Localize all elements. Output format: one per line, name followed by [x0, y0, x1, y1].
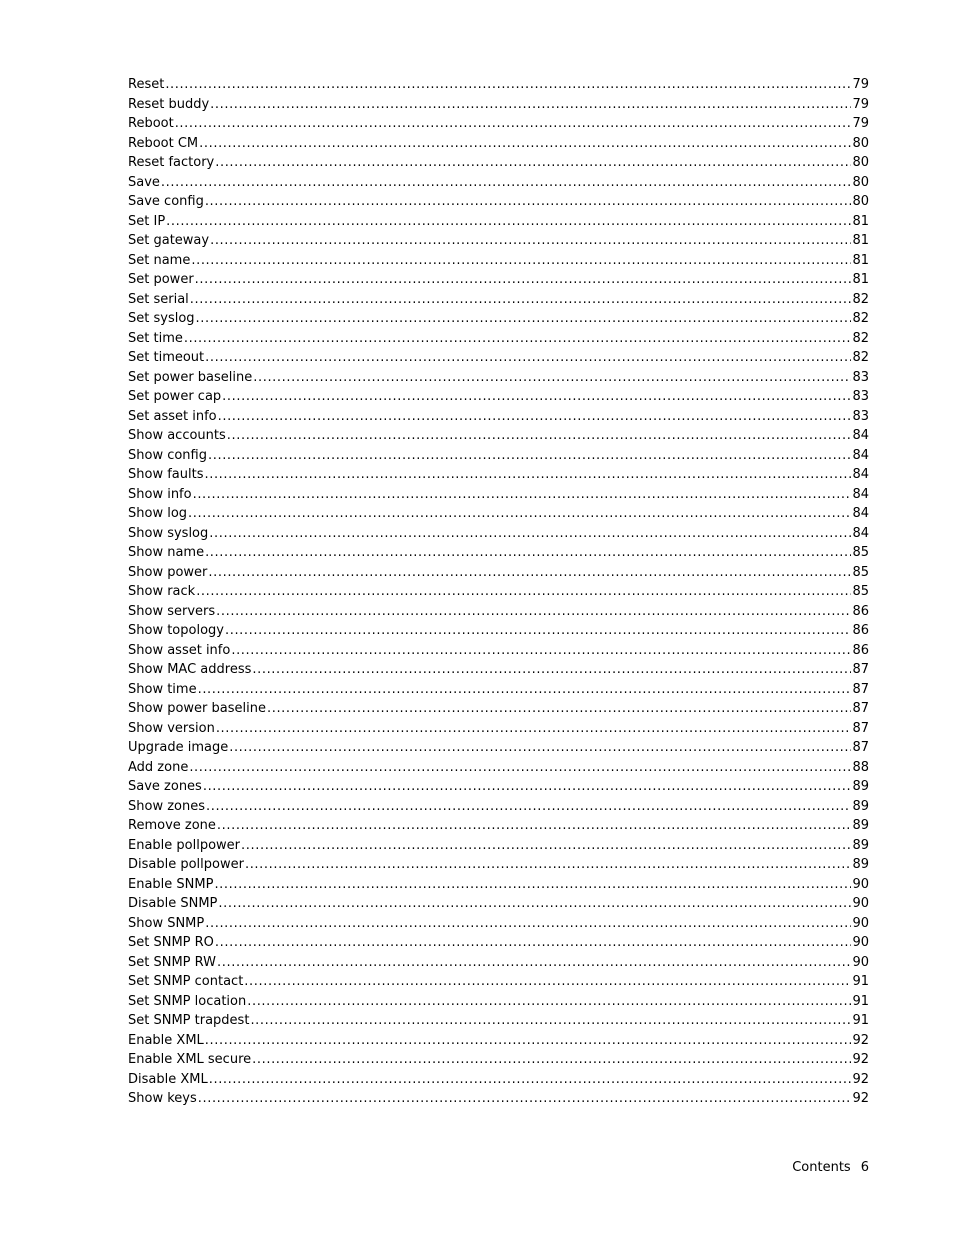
toc-entry-title: Save	[128, 174, 160, 190]
toc-entry-page: 89	[852, 798, 869, 814]
toc-entry[interactable]	[128, 1089, 869, 1109]
toc-entry-page: 80	[852, 155, 869, 170]
toc-entry-page: 81	[852, 213, 869, 229]
toc-dot-leader	[218, 407, 852, 427]
toc-dot-leader	[175, 114, 852, 134]
toc-entry-title: Enable XML secure	[128, 1052, 252, 1067]
toc-dot-leader	[184, 329, 852, 349]
toc-entry-title: Set name	[128, 252, 191, 268]
toc-entry-title: Set timeout	[128, 350, 205, 365]
toc-entry-page: 84	[852, 428, 869, 443]
toc-entry-page: 91	[852, 974, 869, 989]
footer-page-number: 6	[860, 1160, 869, 1175]
toc-entry-title: Show name	[128, 545, 205, 560]
toc-entry[interactable]	[128, 270, 869, 290]
toc-entry-title: Enable SNMP	[128, 876, 214, 892]
toc-entry-page: 80	[852, 194, 869, 209]
toc-entry-title: Reboot CM	[128, 135, 199, 151]
toc-entry-title: Set syslog	[128, 311, 195, 326]
toc-dot-leader	[205, 914, 851, 934]
toc-dot-leader	[208, 563, 851, 583]
toc-entry-title: Show faults	[128, 467, 204, 482]
toc-dot-leader	[210, 231, 851, 251]
toc-dot-leader	[215, 153, 851, 173]
toc-entry-page: 83	[852, 389, 869, 404]
toc-dot-leader	[203, 777, 852, 797]
toc-entry[interactable]	[128, 1070, 869, 1090]
toc-dot-leader	[189, 758, 851, 778]
toc-entry-page: 92	[852, 1032, 869, 1048]
toc-entry-page: 90	[852, 896, 869, 911]
toc-dot-leader	[195, 270, 852, 290]
toc-dot-leader	[205, 348, 851, 368]
toc-entry-title: Set SNMP RO	[128, 935, 214, 950]
toc-entry-page: 84	[852, 525, 869, 541]
toc-entry-page: 83	[852, 408, 869, 424]
toc-dot-leader	[198, 680, 852, 700]
toc-dot-leader	[196, 582, 851, 602]
toc-entry[interactable]	[128, 816, 869, 836]
toc-entry-title: Show power	[128, 564, 208, 580]
toc-entry[interactable]	[128, 465, 869, 485]
toc-dot-leader	[214, 875, 851, 895]
toc-entry[interactable]	[128, 348, 869, 368]
toc-entry-title: Set power baseline	[128, 369, 253, 385]
toc-entry-page: 89	[852, 857, 869, 872]
toc-entry-title: Set SNMP contact	[128, 974, 244, 989]
toc-entry[interactable]	[128, 1050, 869, 1070]
toc-entry[interactable]	[128, 134, 869, 154]
toc-entry-page: 79	[852, 77, 869, 92]
toc-dot-leader	[250, 1011, 851, 1031]
toc-dot-leader	[216, 602, 851, 622]
toc-entry-title: Reset	[128, 77, 165, 92]
toc-entry-title: Show MAC address	[128, 662, 252, 677]
toc-entry[interactable]	[128, 387, 869, 407]
toc-entry-page: 85	[852, 584, 869, 599]
toc-entry[interactable]	[128, 485, 869, 505]
toc-entry-page: 87	[852, 681, 869, 697]
toc-entry-title: Show accounts	[128, 428, 226, 443]
toc-entry[interactable]	[128, 368, 869, 388]
toc-entry[interactable]	[128, 95, 869, 115]
toc-entry[interactable]	[128, 738, 869, 758]
toc-entry[interactable]	[128, 563, 869, 583]
toc-entry[interactable]	[128, 797, 869, 817]
toc-entry-title: Enable pollpower	[128, 837, 241, 853]
toc-entry-page: 92	[852, 1071, 869, 1087]
toc-entry-title: Show config	[128, 447, 207, 463]
toc-entry-title: Add zone	[128, 759, 189, 775]
toc-entry-page: 86	[852, 642, 869, 658]
toc-dot-leader	[205, 1031, 852, 1051]
toc-entry-page: 81	[852, 272, 869, 287]
toc-entry[interactable]	[128, 290, 869, 310]
toc-entry-title: Show version	[128, 720, 215, 736]
toc-entry-page: 82	[852, 311, 869, 326]
toc-entry-page: 84	[852, 447, 869, 463]
toc-entry[interactable]	[128, 1011, 869, 1031]
toc-entry-title: Set IP	[128, 213, 166, 229]
toc-dot-leader	[190, 290, 852, 310]
toc-entry[interactable]	[128, 212, 869, 232]
toc-entry-page: 84	[852, 486, 869, 502]
toc-entry[interactable]	[128, 231, 869, 251]
toc-entry-page: 82	[852, 350, 869, 365]
toc-dot-leader	[165, 75, 851, 95]
toc-entry-title: Enable XML	[128, 1032, 204, 1048]
table-of-contents	[128, 75, 869, 1109]
toc-entry[interactable]	[128, 582, 869, 602]
toc-entry[interactable]	[128, 192, 869, 212]
toc-dot-leader	[241, 836, 851, 856]
toc-dot-leader	[210, 95, 851, 115]
toc-entry-title: Set SNMP trapdest	[128, 1013, 250, 1028]
toc-dot-leader	[252, 1050, 851, 1070]
toc-entry-title: Show servers	[128, 603, 216, 619]
toc-entry[interactable]	[128, 855, 869, 875]
toc-entry[interactable]	[128, 446, 869, 466]
toc-dot-leader	[267, 699, 851, 719]
toc-entry-page: 86	[852, 603, 869, 619]
toc-entry-page: 85	[852, 545, 869, 560]
toc-entry-title: Reset buddy	[128, 96, 210, 112]
toc-entry[interactable]	[128, 1031, 869, 1051]
toc-entry[interactable]	[128, 602, 869, 622]
toc-dot-leader	[193, 485, 852, 505]
toc-entry-title: Save config	[128, 194, 204, 209]
toc-entry-title: Disable pollpower	[128, 857, 244, 872]
toc-dot-leader	[206, 797, 851, 817]
toc-entry[interactable]	[128, 309, 869, 329]
toc-entry[interactable]	[128, 329, 869, 349]
toc-dot-leader	[217, 953, 851, 973]
toc-entry[interactable]	[128, 953, 869, 973]
toc-dot-leader	[205, 192, 852, 212]
toc-entry[interactable]	[128, 426, 869, 446]
toc-dot-leader	[166, 212, 851, 232]
toc-entry-page: 87	[852, 662, 869, 677]
toc-entry-title: Show time	[128, 681, 197, 697]
footer-section-label: Contents	[792, 1160, 851, 1175]
toc-entry[interactable]	[128, 543, 869, 563]
toc-dot-leader	[199, 134, 851, 154]
toc-entry-title: Set power	[128, 272, 194, 287]
toc-dot-leader	[191, 251, 851, 271]
toc-dot-leader	[209, 1070, 852, 1090]
toc-dot-leader	[247, 992, 851, 1012]
toc-entry-title: Set serial	[128, 291, 189, 307]
toc-entry[interactable]	[128, 641, 869, 661]
toc-dot-leader	[227, 426, 852, 446]
toc-entry-page: 82	[852, 291, 869, 307]
toc-entry[interactable]	[128, 914, 869, 934]
toc-dot-leader	[244, 972, 851, 992]
toc-entry-page: 81	[852, 233, 869, 248]
toc-entry-page: 79	[852, 116, 869, 131]
toc-entry-page: 89	[852, 818, 869, 833]
toc-entry[interactable]	[128, 972, 869, 992]
toc-entry-page: 90	[852, 935, 869, 950]
toc-entry-title: Set time	[128, 330, 183, 346]
toc-entry-page: 82	[852, 330, 869, 346]
toc-entry-title: Reboot	[128, 116, 174, 131]
toc-entry-page: 88	[852, 759, 869, 775]
toc-entry-page: 81	[852, 252, 869, 268]
toc-entry-page: 90	[852, 954, 869, 970]
toc-entry-title: Disable SNMP	[128, 896, 218, 911]
toc-dot-leader	[218, 894, 851, 914]
toc-dot-leader	[245, 855, 851, 875]
page-footer	[792, 1158, 869, 1177]
toc-entry-page: 92	[852, 1052, 869, 1067]
toc-entry[interactable]	[128, 992, 869, 1012]
toc-dot-leader	[209, 524, 851, 544]
toc-entry-title: Set asset info	[128, 408, 217, 424]
toc-entry-page: 91	[852, 993, 869, 1009]
toc-entry-page: 90	[852, 876, 869, 892]
toc-entry-title: Show zones	[128, 798, 205, 814]
toc-entry[interactable]	[128, 699, 869, 719]
toc-entry[interactable]	[128, 153, 869, 173]
toc-entry-title: Set power cap	[128, 389, 222, 404]
toc-entry-title: Save zones	[128, 779, 202, 794]
toc-entry-page: 84	[852, 467, 869, 482]
toc-dot-leader	[208, 446, 851, 466]
toc-entry-page: 89	[852, 779, 869, 794]
toc-entry[interactable]	[128, 621, 869, 641]
toc-entry-page: 87	[852, 720, 869, 736]
toc-entry[interactable]	[128, 114, 869, 134]
toc-entry[interactable]	[128, 524, 869, 544]
toc-dot-leader	[198, 1089, 852, 1109]
toc-entry[interactable]	[128, 251, 869, 271]
toc-entry-title: Upgrade image	[128, 740, 229, 755]
toc-entry[interactable]	[128, 660, 869, 680]
toc-dot-leader	[161, 173, 852, 193]
toc-entry-page: 87	[852, 740, 869, 755]
toc-entry-title: Show topology	[128, 623, 224, 638]
toc-entry-title: Disable XML	[128, 1071, 208, 1087]
toc-entry-title: Remove zone	[128, 818, 216, 833]
toc-dot-leader	[222, 387, 851, 407]
toc-entry-title: Set gateway	[128, 233, 210, 248]
toc-entry-title: Show info	[128, 486, 192, 502]
toc-entry-title: Show syslog	[128, 525, 209, 541]
toc-entry[interactable]	[128, 933, 869, 953]
toc-entry-page: 80	[852, 174, 869, 190]
toc-dot-leader	[217, 816, 852, 836]
toc-dot-leader	[253, 368, 851, 388]
toc-entry-page: 87	[852, 701, 869, 716]
toc-entry[interactable]	[128, 758, 869, 778]
toc-entry[interactable]	[128, 407, 869, 427]
toc-entry-page: 84	[852, 506, 869, 521]
toc-entry[interactable]	[128, 894, 869, 914]
toc-entry[interactable]	[128, 836, 869, 856]
toc-entry-title: Set SNMP location	[128, 993, 247, 1009]
toc-dot-leader	[252, 660, 851, 680]
toc-dot-leader	[216, 719, 852, 739]
toc-entry-title: Show log	[128, 506, 188, 521]
toc-entry-page: 90	[852, 915, 869, 931]
toc-entry-page: 80	[852, 135, 869, 151]
toc-dot-leader	[204, 465, 851, 485]
toc-entry[interactable]	[128, 680, 869, 700]
toc-entry-page: 79	[852, 96, 869, 112]
toc-entry-page: 86	[852, 623, 869, 638]
toc-entry-title: Show keys	[128, 1091, 197, 1106]
toc-entry-page: 91	[852, 1013, 869, 1028]
toc-entry-page: 89	[852, 837, 869, 853]
toc-dot-leader	[205, 543, 851, 563]
toc-dot-leader	[215, 933, 852, 953]
toc-entry-page: 83	[852, 369, 869, 385]
toc-entry-title: Show power baseline	[128, 701, 266, 716]
toc-dot-leader	[231, 641, 851, 661]
toc-entry[interactable]	[128, 875, 869, 895]
toc-entry-title: Reset factory	[128, 155, 215, 170]
toc-entry-title: Show SNMP	[128, 915, 205, 931]
toc-entry[interactable]	[128, 173, 869, 193]
toc-dot-leader	[188, 504, 851, 524]
toc-dot-leader	[196, 309, 852, 329]
toc-entry[interactable]	[128, 777, 869, 797]
toc-entry[interactable]	[128, 75, 869, 95]
toc-entry[interactable]	[128, 719, 869, 739]
toc-entry-page: 92	[852, 1091, 869, 1106]
toc-entry-title: Show asset info	[128, 642, 231, 658]
toc-dot-leader	[229, 738, 851, 758]
toc-entry-title: Set SNMP RW	[128, 954, 217, 970]
toc-entry[interactable]	[128, 504, 869, 524]
toc-entry-page: 85	[852, 564, 869, 580]
toc-dot-leader	[225, 621, 851, 641]
toc-entry-title: Show rack	[128, 584, 196, 599]
